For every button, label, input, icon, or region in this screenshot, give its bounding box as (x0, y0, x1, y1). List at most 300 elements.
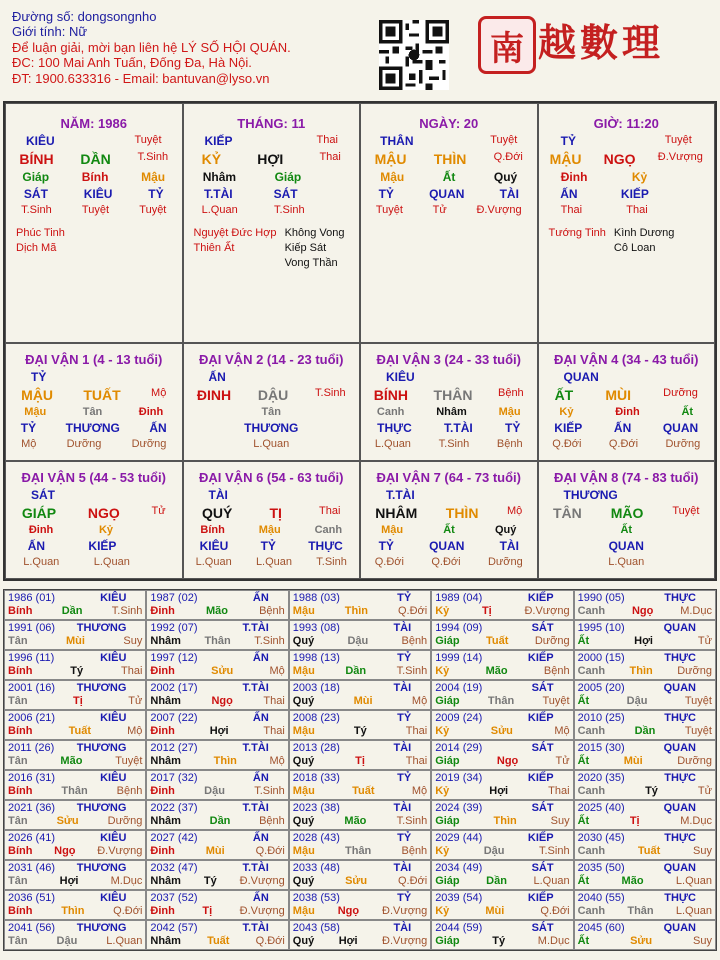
pillar-gods-line (6, 187, 182, 201)
year-stage: Tuyệt (684, 725, 712, 737)
pillar-top-line (361, 134, 537, 148)
year-top (435, 742, 569, 755)
hidden-stage: T.Sinh (438, 438, 470, 450)
year-stem: Đinh (150, 725, 175, 737)
year-cell (431, 590, 573, 620)
year-bottom (293, 725, 427, 738)
year-stage: Tử (697, 785, 712, 797)
year-bottom (8, 755, 142, 768)
year-god: KIÊU (100, 652, 127, 664)
year-label: 2043 (58) (292, 922, 340, 934)
year-stem: Nhâm (150, 635, 181, 647)
year-cell (4, 920, 146, 950)
year-stem: Nhâm (150, 815, 181, 827)
year-stage: Suy (123, 635, 143, 647)
dai-van-hidden-line (6, 524, 182, 536)
year-top (435, 922, 569, 935)
year-stage: Suy (550, 815, 570, 827)
dai-van-god: TÀI (208, 488, 228, 502)
year-label: 2031 (46) (8, 862, 56, 874)
year-cell (431, 860, 573, 890)
year-stem: Canh (577, 725, 606, 737)
pillar-hidden-line (361, 170, 537, 184)
year-stem: Quý (292, 875, 315, 887)
year-cell (289, 620, 431, 650)
extras-right (614, 226, 674, 256)
dai-van-gods-line (361, 539, 537, 553)
year-god: ẤN (252, 832, 269, 844)
year-stem: Mậu (292, 665, 315, 677)
year-label: 2013 (28) (292, 742, 340, 754)
year-stage: Tuyệt (115, 755, 143, 767)
year-branch: Hợi (489, 785, 509, 797)
year-bottom (435, 605, 569, 618)
hidden-god: KIẾP (554, 421, 583, 435)
hidden-god: ẤN (613, 421, 632, 435)
pillar-stage: Tuyệt (490, 134, 518, 146)
hidden-god: TÀI (499, 187, 519, 201)
year-bottom (150, 935, 284, 948)
year-god: THƯƠNG (76, 622, 127, 634)
pillar-title: NGÀY: 20 (419, 116, 479, 131)
pillar-branch: THÌN (433, 151, 467, 167)
year-stem: Tân (8, 935, 28, 947)
dai-van-god: TỶ (31, 370, 47, 384)
year-bottom (150, 725, 284, 738)
year-cell (4, 740, 146, 770)
year-stem: Đinh (150, 785, 175, 797)
year-stage: M.Dục (680, 815, 712, 827)
year-stage: M.Dục (110, 875, 143, 887)
year-label: 2020 (35) (577, 772, 625, 784)
year-label: 2034 (49) (435, 862, 483, 874)
dai-van-stem: QUÝ (202, 505, 233, 521)
year-stage: Đ.Vượng (97, 845, 143, 857)
year-branch: Thìn (344, 605, 368, 617)
year-bottom (150, 875, 284, 888)
year-branch: Tuất (207, 935, 230, 947)
hidden-god: THƯƠNG (65, 421, 120, 435)
year-branch: Mão (205, 605, 228, 617)
year-branch: Thân (204, 635, 231, 647)
year-top (435, 892, 569, 905)
hidden-stage: Dưỡng (131, 438, 167, 450)
year-top (150, 592, 284, 605)
year-top (150, 772, 284, 785)
dai-van-god: QUAN (563, 370, 599, 384)
year-stage: Q.Đới (113, 905, 143, 917)
year-bottom (435, 905, 569, 918)
year-top (293, 622, 427, 635)
year-cell (146, 620, 288, 650)
year-bottom (293, 785, 427, 798)
year-label: 2041 (56) (8, 922, 56, 934)
year-stage: Mộ (554, 725, 570, 737)
pillar-hidden-line (184, 170, 360, 184)
hidden-stage: T.Sinh (273, 204, 305, 216)
hidden-god: TỶ (260, 539, 276, 553)
year-god: SÁT (531, 682, 554, 694)
hidden-god: KIÊU (199, 539, 229, 553)
year-top (578, 922, 712, 935)
year-bottom (150, 605, 284, 618)
year-bottom (8, 845, 142, 858)
year-branch: Tý (203, 875, 217, 887)
hidden-stage: Q.Đới (374, 556, 404, 568)
year-cell (431, 680, 573, 710)
year-stem: Mậu (292, 605, 315, 617)
dai-van-hidden-line (361, 524, 537, 536)
year-god: THỰC (664, 712, 696, 724)
year-top (293, 802, 427, 815)
year-stem: Tân (8, 875, 28, 887)
year-stage: Thai (548, 785, 570, 797)
year-god: T.TÀI (242, 742, 269, 754)
dai-van-gods-line (184, 539, 360, 553)
dai-van-title: ĐẠI VẬN 8 (74 - 83 tuổi) (554, 470, 699, 485)
hidden-god: QUAN (429, 539, 465, 553)
year-top (8, 682, 142, 695)
year-cell (431, 920, 573, 950)
year-label: 2045 (60) (577, 922, 625, 934)
year-stem: Mậu (292, 785, 315, 797)
year-stage: Tuyệt (684, 695, 712, 707)
year-cell (289, 800, 431, 830)
pillar-branch: HỢI (257, 151, 284, 167)
year-god: TÀI (393, 922, 412, 934)
pillar-stages-line (539, 204, 715, 216)
pillar-stem: MẬU (374, 151, 407, 167)
year-god: KIẾP (527, 832, 554, 844)
year-top (293, 712, 427, 725)
contact-line-3[interactable]: ĐT: 1900.633316 - Email: bantuvan@lyso.vn (12, 70, 270, 86)
year-top (150, 862, 284, 875)
year-stage: Đ.Vượng (382, 935, 428, 947)
hidden-stem: Mậu (258, 524, 281, 536)
year-branch: Ngọ (496, 755, 519, 767)
pillar-cell (183, 103, 361, 343)
year-branch: Mão (344, 815, 367, 827)
year-cell (431, 710, 573, 740)
hidden-stem: Ất (681, 406, 694, 418)
hidden-god: THỰC (377, 421, 412, 435)
year-stage: Tử (697, 635, 712, 647)
qr-code (379, 20, 449, 90)
year-cell (4, 590, 146, 620)
year-stage: Dưỡng (107, 815, 143, 827)
pillar-stage: Tuyệt (664, 134, 692, 146)
year-label: 2044 (59) (435, 922, 483, 934)
year-branch: Tý (492, 935, 506, 947)
hidden-stem: Đinh (138, 406, 164, 418)
dai-van-cell (5, 461, 183, 579)
dai-van-title: ĐẠI VẬN 5 (44 - 53 tuổi) (21, 470, 166, 485)
year-branch: Mùi (205, 845, 225, 857)
year-god: KIÊU (100, 712, 127, 724)
year-god: QUAN (663, 682, 696, 694)
year-stem: Đinh (150, 845, 175, 857)
year-bottom (435, 635, 569, 648)
year-cell (4, 890, 146, 920)
year-god: TỶ (397, 592, 412, 604)
year-top (578, 652, 712, 665)
year-god: KIẾP (527, 892, 554, 904)
year-label: 1993 (08) (292, 622, 340, 634)
hidden-stage: Bệnh (496, 438, 523, 450)
year-label: 2029 (44) (435, 832, 483, 844)
pillar-gods-line (539, 187, 715, 201)
year-cell (574, 860, 716, 890)
dai-van-gods-line (539, 539, 715, 553)
year-stem: Quý (292, 935, 315, 947)
year-stem: Quý (292, 755, 315, 767)
year-branch: Dậu (626, 695, 648, 707)
year-stage: Q.Đới (540, 905, 570, 917)
year-god: KIẾP (527, 712, 554, 724)
year-stem: Quý (292, 635, 315, 647)
pillar-title: NĂM: 1986 (60, 116, 127, 131)
year-top (8, 832, 142, 845)
year-label: 2017 (32) (150, 772, 198, 784)
chart-grid (3, 101, 717, 581)
year-label: 2011 (26) (8, 742, 55, 754)
extras-left (194, 226, 277, 271)
year-branch: Dần (634, 725, 656, 737)
year-stage: Mộ (411, 785, 428, 797)
hidden-god: TỶ (378, 187, 394, 201)
pillar-stem-line (539, 151, 715, 167)
year-cell (146, 590, 288, 620)
year-bottom (578, 785, 712, 798)
dai-van-hidden-line (184, 406, 360, 418)
year-branch: Dần (209, 815, 231, 827)
year-cell (4, 770, 146, 800)
year-stage: Bệnh (116, 785, 143, 797)
year-label: 2018 (33) (292, 772, 340, 784)
year-god: ẤN (252, 712, 269, 724)
year-god: THƯƠNG (76, 802, 127, 814)
year-bottom (8, 665, 142, 678)
year-stem: Giáp (435, 755, 460, 767)
year-label: 1999 (14) (435, 652, 483, 664)
year-cell (146, 830, 288, 860)
dai-van-stage: T.Sinh (315, 387, 346, 399)
year-stem: Nhâm (150, 935, 181, 947)
year-top (293, 922, 427, 935)
year-bottom (8, 935, 142, 948)
year-stage: Dưỡng (677, 755, 712, 767)
year-top (293, 592, 427, 605)
year-god: THƯƠNG (76, 742, 127, 754)
year-label: 2012 (27) (150, 742, 198, 754)
year-top (435, 832, 569, 845)
year-branch: Ngọ (211, 695, 233, 707)
year-branch: Hợi (338, 935, 358, 947)
year-branch: Sửu (490, 725, 513, 737)
hidden-stem: Quý (493, 170, 518, 184)
year-bottom (8, 875, 142, 888)
year-branch: Dậu (347, 635, 369, 647)
year-branch: Tuất (352, 785, 375, 797)
extra-star: Thiên Ất (193, 242, 235, 254)
year-cell (146, 860, 288, 890)
year-branch: Tý (70, 665, 84, 677)
year-branch: Sửu (56, 815, 79, 827)
hidden-stage: L.Quan (93, 556, 130, 568)
year-branch: Mão (485, 665, 508, 677)
year-god: THƯƠNG (76, 862, 127, 874)
hidden-stage: L.Quan (608, 556, 645, 568)
hidden-god: TÀI (499, 539, 519, 553)
dai-van-hidden-line (6, 406, 182, 418)
hidden-stem: Nhâm (202, 170, 237, 184)
year-stem: Kỷ (435, 605, 450, 617)
year-bottom (435, 755, 569, 768)
hidden-stem: Tân (82, 406, 103, 418)
year-branch: Hợi (209, 725, 229, 737)
year-cell (4, 800, 146, 830)
dai-van-hidden-line (539, 524, 715, 536)
year-top (150, 922, 284, 935)
year-label: 1996 (11) (8, 652, 55, 664)
dai-van-top-line (184, 488, 360, 502)
year-bottom (293, 605, 427, 618)
dai-van-top-line (539, 370, 715, 384)
year-bottom (578, 875, 712, 888)
year-stem: Quý (292, 695, 315, 707)
year-label: 2023 (38) (292, 802, 340, 814)
year-bottom (435, 875, 569, 888)
year-bottom (293, 845, 427, 858)
year-top (578, 592, 712, 605)
year-stage: T.Sinh (111, 605, 143, 617)
year-stage: Q.Đới (255, 935, 285, 947)
year-god: KIÊU (100, 832, 127, 844)
year-branch: Thìn (629, 665, 653, 677)
dai-van-stem-line (361, 505, 537, 521)
year-label: 2010 (25) (577, 712, 625, 724)
extra-star: Không Vong (284, 227, 345, 239)
hidden-stem: Canh (314, 524, 343, 536)
hidden-stem: Nhâm (436, 406, 467, 418)
extra-star: Tướng Tinh (548, 227, 606, 239)
year-stage: Đ.Vượng (382, 905, 428, 917)
year-label: 1995 (10) (577, 622, 625, 634)
year-stage: Dưỡng (677, 665, 712, 677)
year-label: 1986 (01) (8, 592, 56, 604)
year-stem: Mậu (292, 725, 315, 737)
hidden-god: T.TÀI (444, 421, 473, 435)
hidden-god: ẤN (27, 539, 46, 553)
year-god: T.TÀI (242, 922, 269, 934)
year-cell (574, 800, 716, 830)
year-god: TÀI (393, 742, 412, 754)
year-branch: Mão (621, 875, 644, 887)
year-cell (289, 890, 431, 920)
dai-van-god: ẤN (208, 370, 226, 384)
dai-van-god: KIÊU (386, 370, 415, 384)
year-cell (146, 650, 288, 680)
pillar-title: GIỜ: 11:20 (593, 116, 659, 131)
hidden-god: QUAN (608, 539, 644, 553)
year-label: 1991 (06) (8, 622, 56, 634)
pillar-gods-line (361, 187, 537, 201)
hidden-god: QUAN (429, 187, 465, 201)
pillar-hidden-line (539, 170, 715, 184)
extra-star: Cô Loan (613, 242, 656, 254)
year-stem: Bính (8, 605, 33, 617)
dai-van-stem-line (184, 505, 360, 521)
pillar-god: KIÊU (25, 134, 55, 148)
year-cell (4, 620, 146, 650)
year-top (578, 802, 712, 815)
hidden-stem: Ất (443, 524, 455, 536)
year-stage: Tử (128, 695, 143, 707)
year-top (150, 652, 284, 665)
dai-van-row-1 (5, 343, 715, 461)
pillar-hidden-line (6, 170, 182, 184)
dai-van-top-line (361, 488, 537, 502)
label-duong-so: Đường số: (12, 9, 75, 24)
year-label: 2008 (23) (292, 712, 340, 724)
hidden-god: THƯƠNG (244, 421, 299, 435)
year-stem: Nhâm (150, 875, 181, 887)
year-bottom (150, 665, 284, 678)
year-stage: Thai (120, 665, 143, 677)
year-cell (289, 830, 431, 860)
year-top (578, 622, 712, 635)
year-stem: Bính (8, 665, 33, 677)
year-stem: Nhâm (150, 695, 181, 707)
year-god: THỰC (664, 892, 696, 904)
hidden-stem: Kỷ (98, 524, 113, 536)
year-stem: Ất (577, 815, 590, 827)
year-label: 2028 (43) (292, 832, 340, 844)
year-god: THƯƠNG (76, 922, 127, 934)
hidden-stage: T.Sinh (316, 556, 347, 568)
year-branch: Tý (353, 725, 367, 737)
hidden-god: TỶ (20, 421, 37, 435)
pillar-stages-line (361, 204, 537, 216)
year-top (150, 892, 284, 905)
year-god: THƯƠNG (76, 682, 127, 694)
year-label: 2038 (53) (292, 892, 340, 904)
year-top (8, 772, 142, 785)
year-stage: Mộ (269, 665, 285, 677)
year-stem: Kỷ (435, 725, 450, 737)
pillar-cell (538, 103, 716, 343)
year-top (578, 712, 712, 725)
hidden-stem: Mậu (380, 170, 405, 184)
year-branch: Sửu (211, 665, 234, 677)
year-cell (574, 890, 716, 920)
year-branch: Sửu (630, 935, 653, 947)
year-top (150, 682, 284, 695)
year-label: 2040 (55) (577, 892, 625, 904)
year-top (150, 712, 284, 725)
year-stem: Kỷ (435, 785, 450, 797)
year-cell (574, 680, 716, 710)
dai-van-god: T.TÀI (386, 488, 415, 502)
dai-van-stem-line (539, 387, 715, 403)
hidden-god: ẤN (149, 421, 167, 435)
year-god: QUAN (663, 922, 696, 934)
year-bottom (578, 845, 712, 858)
year-god: TỶ (397, 832, 412, 844)
year-stem: Kỷ (435, 845, 450, 857)
dai-van-cell (183, 343, 361, 461)
pillar-gods-line (184, 187, 360, 201)
